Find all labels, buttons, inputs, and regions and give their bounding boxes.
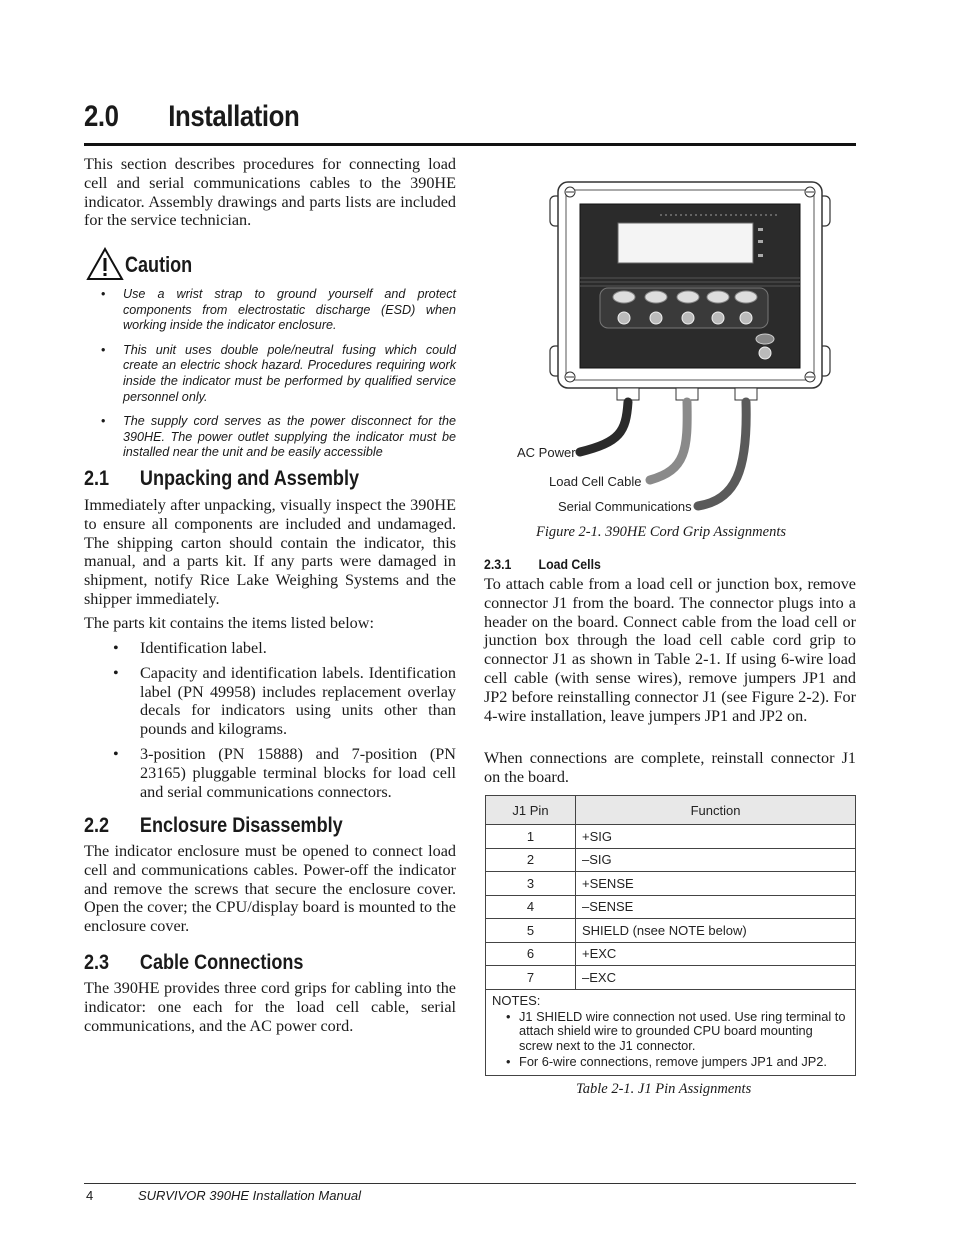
table-row xyxy=(486,872,856,896)
function-cell: +SENSE xyxy=(576,872,856,896)
pin-cell: 6 xyxy=(486,942,576,966)
ac-power-label: AC Power xyxy=(517,445,576,460)
load-cell-cable-label: Load Cell Cable xyxy=(549,474,642,489)
table-row xyxy=(486,895,856,919)
function-cell: –EXC xyxy=(576,966,856,990)
pin-cell: 5 xyxy=(486,919,576,943)
function-cell: –SENSE xyxy=(576,895,856,919)
table-notes xyxy=(486,989,856,1075)
pin-cell: 3 xyxy=(486,872,576,896)
note-item: • J1 SHIELD wire connection not used. Use ring terminal to attach shield wire to grounded CPU board mounting screw next to the J1 connector. xyxy=(492,1010,849,1054)
parts-list xyxy=(84,639,456,807)
section-2-2-heading xyxy=(84,814,343,838)
cable-connections-paragraph: The 390HE provides three cord grips for cabling into the indicator: one each for the load cell cable, serial communications, and the AC power cord. xyxy=(84,979,456,1035)
section-title: Cable Connections xyxy=(139,951,304,974)
intro-paragraph: This section describes procedures for connecting load cell and serial communications cables to the 390HE indicator. Assembly drawings and parts lists are included for the service technician. xyxy=(84,155,456,230)
caution-title: Caution xyxy=(125,252,193,277)
pin-assignment-table xyxy=(485,795,856,1076)
parts-kit-intro: The parts kit contains the items listed below: xyxy=(84,614,374,632)
serial-communications-label: Serial Communications xyxy=(558,499,692,514)
table-row xyxy=(486,966,856,990)
function-cell: –SIG xyxy=(576,848,856,872)
list-item: • Identification label. xyxy=(84,639,456,658)
note-item: • For 6-wire connections, remove jumpers JP1 and JP2. xyxy=(492,1055,849,1070)
section-number: 2.2 xyxy=(84,814,110,837)
section-number: 2.0 xyxy=(84,100,119,133)
notes-label: NOTES: xyxy=(492,992,541,1008)
pin-cell: 4 xyxy=(486,895,576,919)
title-rule xyxy=(84,143,856,146)
caution-item: • The supply cord serves as the power disconnect for the 390HE. The power outlet supplying the indicator must be installed near the unit and be easily accessible xyxy=(84,414,456,461)
section-2-3-1-heading xyxy=(484,556,601,572)
table-row xyxy=(486,942,856,966)
footer-rule xyxy=(84,1183,856,1184)
table-row xyxy=(486,919,856,943)
caution-item: • This unit uses double pole/neutral fusing which could create an electric shock hazard. Procedures requiring work inside the indicator must be performed by qualified service personnel only. xyxy=(84,343,456,405)
section-number: 2.3 xyxy=(84,951,110,974)
section-title: Enclosure Disassembly xyxy=(139,814,343,837)
warning-icon xyxy=(86,247,124,286)
section-number: 2.3.1 xyxy=(484,556,512,572)
section-2-1-heading xyxy=(84,467,359,491)
manual-title: SURVIVOR 390HE Installation Manual xyxy=(138,1188,362,1203)
caution-list xyxy=(84,287,456,470)
page-title xyxy=(84,100,299,134)
reinstall-paragraph: When connections are complete, reinstall connector J1 on the board. xyxy=(484,749,856,786)
page-number: 4 xyxy=(86,1188,94,1203)
figure-caption: Figure 2-1. 390HE Cord Grip Assignments xyxy=(536,524,786,540)
function-cell: SHIELD (nsee NOTE below) xyxy=(576,919,856,943)
section-title: Load Cells xyxy=(538,556,601,572)
indicator-drawing xyxy=(500,170,840,525)
section-2-3-heading xyxy=(84,951,303,975)
list-item: • Capacity and identification labels. Identification label (PN 49958) includes replacement overlay decals for indicators using units other than pounds and kilograms. xyxy=(84,664,456,739)
section-number: 2.1 xyxy=(84,467,110,490)
disassembly-paragraph: The indicator enclosure must be opened to connect load cell and communications cables. Power-off the indicator and remove the screws that secure the enclosure cover. Open the cover; the CPU/display board is mounted to the enclosure cover. xyxy=(84,842,456,936)
section-title: Unpacking and Assembly xyxy=(139,467,360,490)
unpacking-paragraph: Immediately after unpacking, visually inspect the 390HE to ensure all components are included and undamaged. The shipping carton should contain the indicator, this manual, and a parts kit. If any parts were damaged in shipment, notify Rice Lake Weighing Systems and the shipper immediately. xyxy=(84,496,456,608)
pin-cell: 2 xyxy=(486,848,576,872)
table-caption: Table 2-1. J1 Pin Assignments xyxy=(576,1081,752,1097)
list-item: • 3-position (PN 15888) and 7-position (PN 23165) pluggable terminal blocks for load cell and serial communications connectors. xyxy=(84,745,456,801)
function-cell: +SIG xyxy=(576,825,856,849)
caution-item: • Use a wrist strap to ground yourself and protect components from electrostatic discharge (ESD) when working inside the indicator enclosure. xyxy=(84,287,456,334)
table-header: J1 Pin xyxy=(486,796,576,825)
pin-cell: 7 xyxy=(486,966,576,990)
function-cell: +EXC xyxy=(576,942,856,966)
table-notes-row xyxy=(486,989,856,1075)
load-cells-paragraph: To attach cable from a load cell or junction box, remove connector J1 from the board. The connector plugs into a header on the board. Connect cable from the load cell or junction box through the load cell cable cord grip to connector J1 as shown in Table 2-1. If using 6-wire load cell cable (with sense wires), remove jumpers JP1 and JP2 before reinstalling connector J1 (see Figure 2-2). For 4-wire installation, leave jumpers JP1 and JP2 on. xyxy=(484,575,856,725)
pin-cell: 1 xyxy=(486,825,576,849)
table-row xyxy=(486,848,856,872)
table-header: Function xyxy=(576,796,856,825)
section-title: Installation xyxy=(168,100,300,133)
table-row xyxy=(486,825,856,849)
